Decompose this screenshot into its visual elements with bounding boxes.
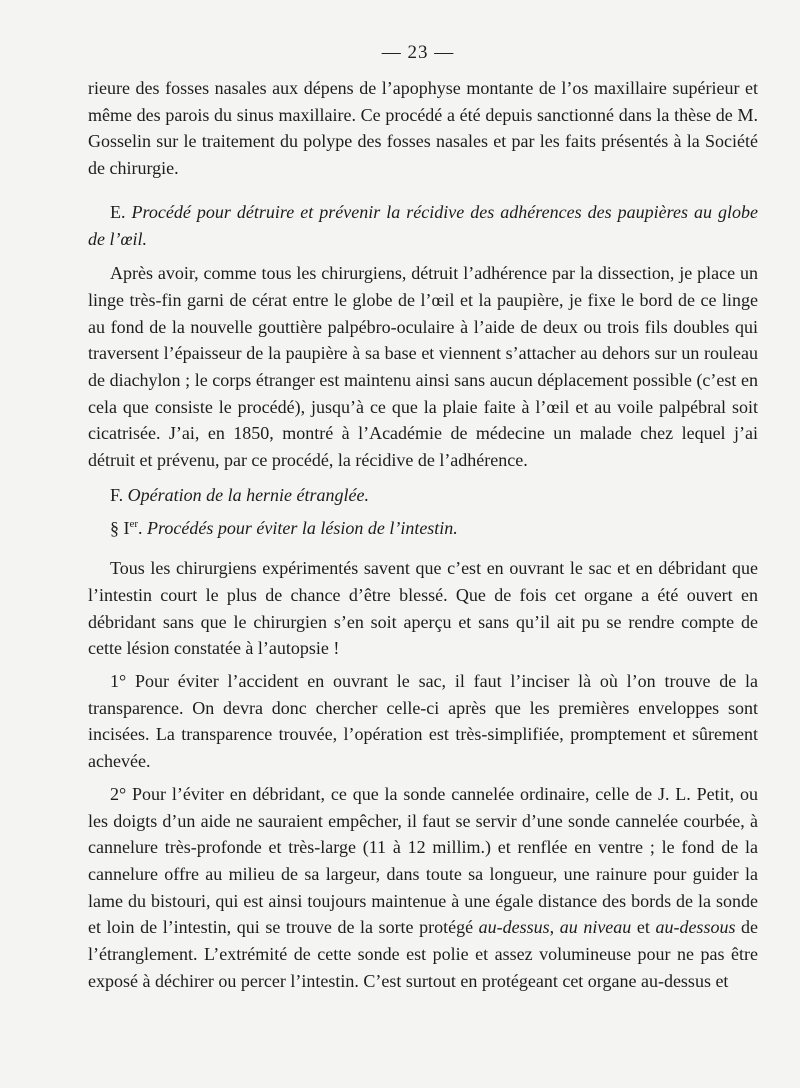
body-text (88, 75, 758, 995)
emphasis-au-dessous: au-dessous (655, 917, 736, 938)
paragraph-adherences: Après avoir, comme tous les chirurgiens, détruit l’adhérence par la dissection, je place un linge très-fin garni de cérat entre le globe de l’œil et la paupière, je fixe le bord de ce linge au fond de la nouvelle gouttière palpébro-oculaire à l’aide de deux ou trois fils doubles qui traversent l’épaisseur de la paupière à sa base et viennent s’attacher au dehors sur un rouleau de diachylon ; le corps étranger est maintenu ainsi sans aucun déplacement possible (c’est en cela que consiste le procédé), jusqu’à ce que la plaie faite à l’œil et au voile palpébral soit cicatrisée. J’ai, en 1850, montré à l’Académie de médecine un malade chez lequel j’ai détruit et prévenu, par ce procédé, la récidive de l’adhérence. (88, 263, 758, 471)
section-title-e: Procédé pour détruire et prévenir la récidive des adhérences des paupières au globe de l’œil. (88, 201, 758, 249)
subsection-mark-superscript: er (129, 517, 139, 530)
paragraph-point-1: 1° Pour éviter l’accident en ouvrant le sac, il faut l’inciser là où l’on trouve de la transparence. On devra donc chercher celle-ci après que les premières enveloppes sont incisées. La transparence trouvée, l’opération est très-simplifiée, promptement et sûrement achevée. (88, 671, 758, 772)
point-2-text: 2° Pour l’éviter en débridant, ce que la sonde cannelée ordinaire, celle de J. L. Petit, ou les doigts d’un aide ne sauraient empêcher, il faut se servir d’une sonde cannelée courbée, à cannelure très-profonde et très-large (11 à 12 millim.) et renflée en ventre ; le fond de la cannelure offre au milieu de sa largeur, dans toute sa longueur, une rainure pour guider la lame du bistouri, qui est ainsi toujours maintenue à une égale distance des bords de la sonde et loin de l’intestin, qui se trouve de la sorte protégé (88, 783, 758, 938)
paragraph-intestin: Tous les chirurgiens expérimentés savent que c’est en ouvrant le sac et en débridant que l’intestin court le plus de chance d’être blessé. Que de fois cet organe a été ouvert en débridant sans que le chirurgien s’en soit aperçu et sans qu’il ait pu se rendre compte de cette lésion constatée à l’autopsie ! (88, 558, 758, 659)
section-heading-f (88, 482, 758, 509)
subsection-title-1: Procédés pour éviter la lésion de l’intestin. (147, 517, 458, 538)
emphasis-au-niveau: au niveau (559, 917, 632, 938)
paragraph-point-2 (88, 781, 758, 995)
paragraph-continuation: rieure des fosses nasales aux dépens de l’apophyse montante de l’os maxillaire supérieur et même des parois du sinus maxillaire. Ce procédé a été depuis sanctionné dans la thèse de M. Gosselin sur le traitement du polype des fosses nasales et par les faits présentés à la Société de chirurgie. (88, 78, 758, 179)
subsection-mark: § I (110, 517, 130, 538)
emphasis-au-dessus: au-dessus (478, 917, 550, 938)
section-letter-f: F. (110, 484, 124, 505)
subsection-mark-dot: . (138, 517, 143, 538)
section-letter-e: E. (110, 201, 126, 222)
section-title-f: Opération de la hernie étranglée. (127, 484, 370, 505)
point-2-text-end: de l’étranglement. L’extrémité de cette sonde est polie et assez volumineuse pour ne pas être exposé à déchirer ou percer l’intestin. C’est surtout en protégeant cet organe au-dessus et (88, 917, 759, 991)
section-heading-e (88, 199, 758, 252)
separator-comma: , (549, 917, 560, 938)
page-number: — 23 — (381, 42, 455, 63)
subsection-heading-1 (88, 515, 758, 542)
separator-et: et (631, 917, 656, 938)
